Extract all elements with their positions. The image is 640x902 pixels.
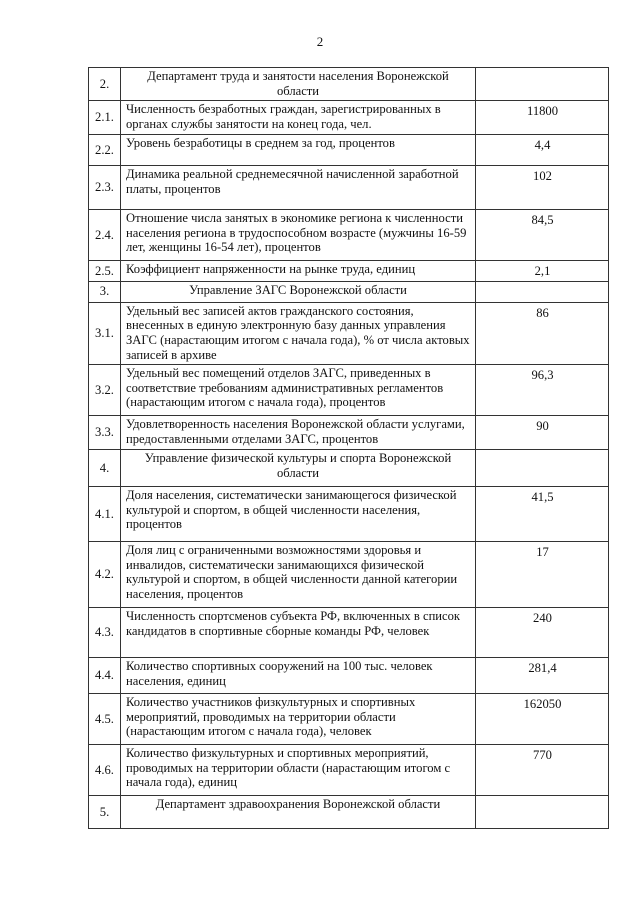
table-row [89,416,609,450]
value-cell [476,542,609,608]
section-header-row [89,68,609,101]
row-number: 3.2. [89,365,121,416]
value-cell [476,796,609,829]
row-number: 2.3. [89,166,121,210]
value-cell [476,658,609,694]
indicator-name: Доля лиц с ограниченными возможностями здоровья и инвалидов, систематически занимающихся физической культурой и спортом, в общей численности данной категории населения, процентов [121,542,476,608]
section-header-row [89,450,609,487]
indicator-name: Численность спортсменов субъекта РФ, включенных в список кандидатов в спортивные сборные команды РФ, человек [121,608,476,658]
indicators-table-body [89,68,609,829]
value-cell [476,68,609,101]
row-number: 4.3. [89,608,121,658]
table-row [89,135,609,166]
row-number: 2.5. [89,261,121,282]
table-row [89,487,609,542]
value-cell [476,281,609,302]
row-number: 3.3. [89,416,121,450]
indicator-value: 240 [533,611,552,626]
table-row [89,166,609,210]
row-number: 4. [89,450,121,487]
row-number: 3.1. [89,302,121,364]
indicator-value: 90 [536,419,549,434]
indicator-name: Удельный вес помещений отделов ЗАГС, приведенных в соответствие требованиям административных регламентов (нарастающим итогом с начала года), процентов [121,365,476,416]
table-row [89,745,609,796]
table-row [89,210,609,261]
indicator-name: Динамика реальной среднемесячной начисленной заработной платы, процентов [121,166,476,210]
indicator-value: 84,5 [531,213,554,228]
indicator-name: Доля населения, систематически занимающегося физической культурой и спортом, в общей численности населения, процентов [121,487,476,542]
table-row [89,302,609,364]
value-cell [476,365,609,416]
table-row [89,542,609,608]
value-cell [476,261,609,282]
table-row [89,694,609,745]
row-number: 4.6. [89,745,121,796]
value-cell [476,166,609,210]
table-row [89,608,609,658]
row-number: 4.2. [89,542,121,608]
value-cell [476,450,609,487]
value-cell [476,416,609,450]
value-cell [476,302,609,364]
indicator-value: 2,1 [534,264,551,279]
section-header-row [89,281,609,302]
indicator-name: Количество физкультурных и спортивных мероприятий, проводимых на территории области (нарастающим итогом с начала года), единиц [121,745,476,796]
section-title: Управление ЗАГС Воронежской области [121,281,476,302]
row-number: 2. [89,68,121,101]
indicator-name: Уровень безработицы в среднем за год, процентов [121,135,476,166]
indicator-value: 41,5 [531,490,554,505]
indicator-name: Количество участников физкультурных и спортивных мероприятий, проводимых на территории области (нарастающим итогом с начала года), человек [121,694,476,745]
section-title: Управление физической культуры и спорта Воронежской области [121,450,476,487]
value-cell [476,101,609,135]
indicator-value: 17 [536,545,549,560]
indicator-value: 96,3 [531,368,554,383]
table-row [89,365,609,416]
row-number: 2.1. [89,101,121,135]
indicator-name: Удельный вес записей актов гражданского состояния, внесенных в единую электронную базу данных управления ЗАГС (нарастающим итогом с начала года), % от числа актовых записей в архиве [121,302,476,364]
value-cell [476,694,609,745]
table-row [89,261,609,282]
page-number: 2 [316,34,324,49]
indicator-value: 4,4 [534,138,551,153]
indicator-name: Количество спортивных сооружений на 100 тыс. человек населения, единиц [121,658,476,694]
indicator-name: Отношение числа занятых в экономике региона к численности населения региона в трудоспособном возрасте (мужчины 16-59 лет, женщины 16-54 лет), процентов [121,210,476,261]
indicator-name: Удовлетворенность населения Воронежской области услугами, предоставленными отделами ЗАГС, процентов [121,416,476,450]
value-cell [476,745,609,796]
table-row [89,658,609,694]
indicator-value: 11800 [526,104,559,119]
row-number: 4.5. [89,694,121,745]
indicator-name: Численность безработных граждан, зарегистрированных в органах службы занятости на конец года, чел. [121,101,476,135]
row-number: 4.4. [89,658,121,694]
row-number: 2.2. [89,135,121,166]
row-number: 5. [89,796,121,829]
indicator-value: 281,4 [528,661,557,676]
row-number: 2.4. [89,210,121,261]
section-title: Департамент здравоохранения Воронежской области [121,796,476,829]
table-row [89,101,609,135]
indicator-value: 102 [533,169,552,184]
value-cell [476,608,609,658]
indicator-value: 86 [536,305,549,320]
row-number: 3. [89,281,121,302]
value-cell [476,487,609,542]
section-header-row [89,796,609,829]
value-cell [476,210,609,261]
indicator-name: Коэффициент напряженности на рынке труда, единиц [121,261,476,282]
indicator-value: 770 [533,748,552,763]
indicator-value: 162050 [523,697,562,712]
section-title: Департамент труда и занятости населения Воронежской области [121,68,476,101]
value-cell [476,135,609,166]
indicators-table [88,67,609,829]
row-number: 4.1. [89,487,121,542]
